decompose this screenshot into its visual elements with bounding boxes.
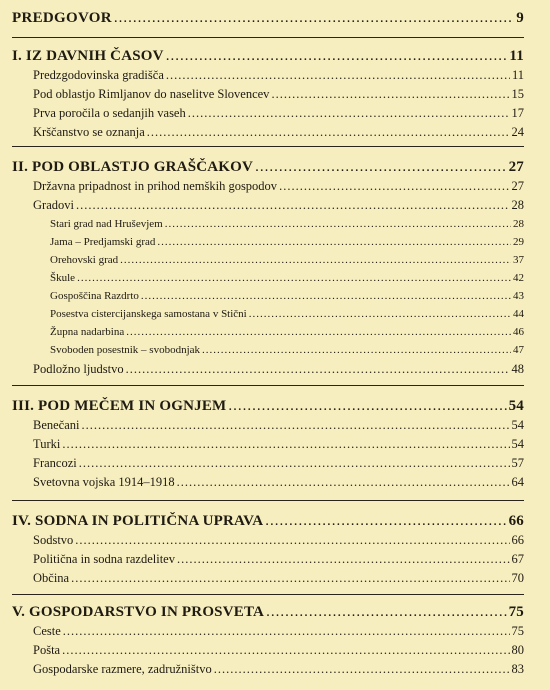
toc-page: 11 (509, 48, 524, 64)
toc-title: Ceste (33, 624, 61, 638)
toc-page: 67 (511, 552, 524, 566)
toc-page: 28 (511, 198, 524, 212)
toc-subentry (50, 218, 524, 230)
toc-entry (33, 571, 524, 586)
section-divider (12, 385, 524, 386)
dot-leader (126, 326, 511, 338)
dot-leader (126, 362, 510, 377)
dot-leader (202, 344, 511, 356)
dot-leader (62, 643, 509, 658)
toc-entry (33, 624, 524, 639)
dot-leader (214, 662, 510, 677)
toc-title: V. GOSPODARSTVO IN PROSVETA (12, 604, 265, 620)
toc-title: I. IZ DAVNIH ČASOV (12, 48, 164, 64)
toc-entry (33, 179, 524, 194)
toc-title: PREDGOVOR (12, 10, 112, 26)
dot-leader (279, 179, 509, 194)
toc-entry (33, 68, 524, 83)
dot-leader (165, 218, 511, 230)
dot-leader (76, 198, 510, 213)
toc-title: Francozi (33, 456, 77, 470)
toc-entry (33, 643, 524, 658)
dot-leader (120, 254, 511, 266)
toc-page: 46 (513, 326, 524, 338)
toc-page: 83 (511, 662, 524, 676)
toc-entry (33, 475, 524, 490)
toc-page: 54 (508, 398, 524, 414)
toc-entry (33, 552, 524, 567)
toc-page: 57 (511, 456, 524, 470)
toc-title: Posestva cistercijanskega samostana v Stični (50, 308, 247, 320)
toc-entry (33, 106, 524, 121)
toc-page: 44 (513, 308, 524, 320)
toc-page: 54 (511, 437, 524, 451)
toc-page: 11 (511, 68, 524, 82)
dot-leader (249, 308, 511, 320)
toc-entry (33, 198, 524, 213)
dot-leader (141, 290, 511, 302)
toc-page: 48 (511, 362, 524, 376)
dot-leader (265, 513, 506, 530)
dot-leader (157, 236, 511, 248)
dot-leader (77, 272, 511, 284)
toc-title: Župna nadarbina (50, 326, 125, 338)
toc-page: 75 (508, 604, 524, 620)
toc-page: 15 (511, 87, 524, 101)
toc-subentry (50, 254, 524, 266)
toc-entry (33, 362, 524, 377)
toc-page: 24 (511, 125, 524, 139)
section-divider (12, 37, 524, 38)
toc-title: Gospoščina Razdrto (50, 290, 139, 302)
toc-title: Jama – Predjamski grad (50, 236, 156, 248)
toc-entry (33, 662, 524, 677)
toc-page: 43 (513, 290, 524, 302)
toc-section-1 (12, 48, 524, 65)
toc-title: III. POD MEČEM IN OGNJEM (12, 398, 227, 414)
dot-leader (147, 125, 510, 140)
toc-entry (33, 87, 524, 102)
dot-leader (79, 456, 510, 471)
toc-title: Občina (33, 571, 70, 585)
toc-entry (33, 418, 524, 433)
toc-page: 29 (513, 236, 524, 248)
toc-page: 47 (513, 344, 524, 356)
toc-subentry (50, 236, 524, 248)
toc-page: 37 (513, 254, 524, 266)
dot-leader (188, 106, 510, 121)
toc-page: 54 (511, 418, 524, 432)
dot-leader (62, 437, 509, 452)
toc-subentry (50, 308, 524, 320)
toc-page: 27 (511, 179, 524, 193)
toc-title: Prva poročila o sedanjih vaseh (33, 106, 186, 120)
toc-page: 42 (513, 272, 524, 284)
toc-section-5 (12, 604, 524, 621)
toc-title: Pošta (33, 643, 61, 657)
toc-subentry (50, 344, 524, 356)
toc-subentry (50, 272, 524, 284)
dot-leader (71, 571, 509, 586)
section-divider (12, 594, 524, 595)
toc-page: 66 (508, 513, 524, 529)
dot-leader (82, 418, 510, 433)
toc-page: 80 (511, 643, 524, 657)
toc-title: Škule (50, 272, 76, 284)
dot-leader (177, 552, 510, 567)
toc-title: Pod oblastjo Rimljanov do naselitve Slovencev (33, 87, 270, 101)
toc-title: Predzgodovinska gradišča (33, 68, 164, 82)
toc-page: 27 (508, 159, 524, 175)
toc-section-3 (12, 398, 524, 415)
toc-title: Politična in sodna razdelitev (33, 552, 175, 566)
toc-entry (33, 125, 524, 140)
toc-page: 70 (511, 571, 524, 585)
toc-title: Stari grad nad Hruševjem (50, 218, 163, 230)
dot-leader (114, 10, 514, 27)
dot-leader (63, 624, 510, 639)
toc-title: Svetovna vojska 1914–1918 (33, 475, 175, 489)
toc-page: 75 (511, 624, 524, 638)
toc-title: Podložno ljudstvo (33, 362, 124, 376)
toc-title: Orehovski grad (50, 254, 119, 266)
toc-title: Turki (33, 437, 61, 451)
toc-subentry (50, 326, 524, 338)
toc-entry (33, 456, 524, 471)
dot-leader (228, 398, 506, 415)
dot-leader (75, 533, 509, 548)
dot-leader (255, 159, 507, 176)
toc-title: Krščanstvo se oznanja (33, 125, 145, 139)
toc-page: 66 (511, 533, 524, 547)
section-divider (12, 500, 524, 501)
toc-title: Gradovi (33, 198, 74, 212)
dot-leader (166, 68, 510, 83)
toc-title: Gospodarske razmere, zadružništvo (33, 662, 212, 676)
toc-page: 9 (516, 10, 524, 26)
toc-title: Sodstvo (33, 533, 74, 547)
toc-section-2 (12, 159, 524, 176)
dot-leader (271, 87, 509, 102)
toc-entry (33, 533, 524, 548)
toc-page: 64 (511, 475, 524, 489)
toc-title: Svoboden posestnik – svobodnjak (50, 344, 201, 356)
toc-title: Državna pripadnost in prihod nemških gospodov (33, 179, 278, 193)
dot-leader (177, 475, 510, 490)
dot-leader (266, 604, 507, 621)
toc-title: II. POD OBLASTJO GRAŠČAKOV (12, 159, 254, 175)
toc-entry (33, 437, 524, 452)
section-divider (12, 146, 524, 147)
dot-leader (166, 48, 508, 65)
toc-title: Benečani (33, 418, 80, 432)
toc-entry-predgovor (12, 10, 524, 27)
toc-page: 28 (513, 218, 524, 230)
toc-section-4 (12, 513, 524, 530)
toc-page: 17 (511, 106, 524, 120)
toc-subentry (50, 290, 524, 302)
toc-title: IV. SODNA IN POLITIČNA UPRAVA (12, 513, 264, 529)
